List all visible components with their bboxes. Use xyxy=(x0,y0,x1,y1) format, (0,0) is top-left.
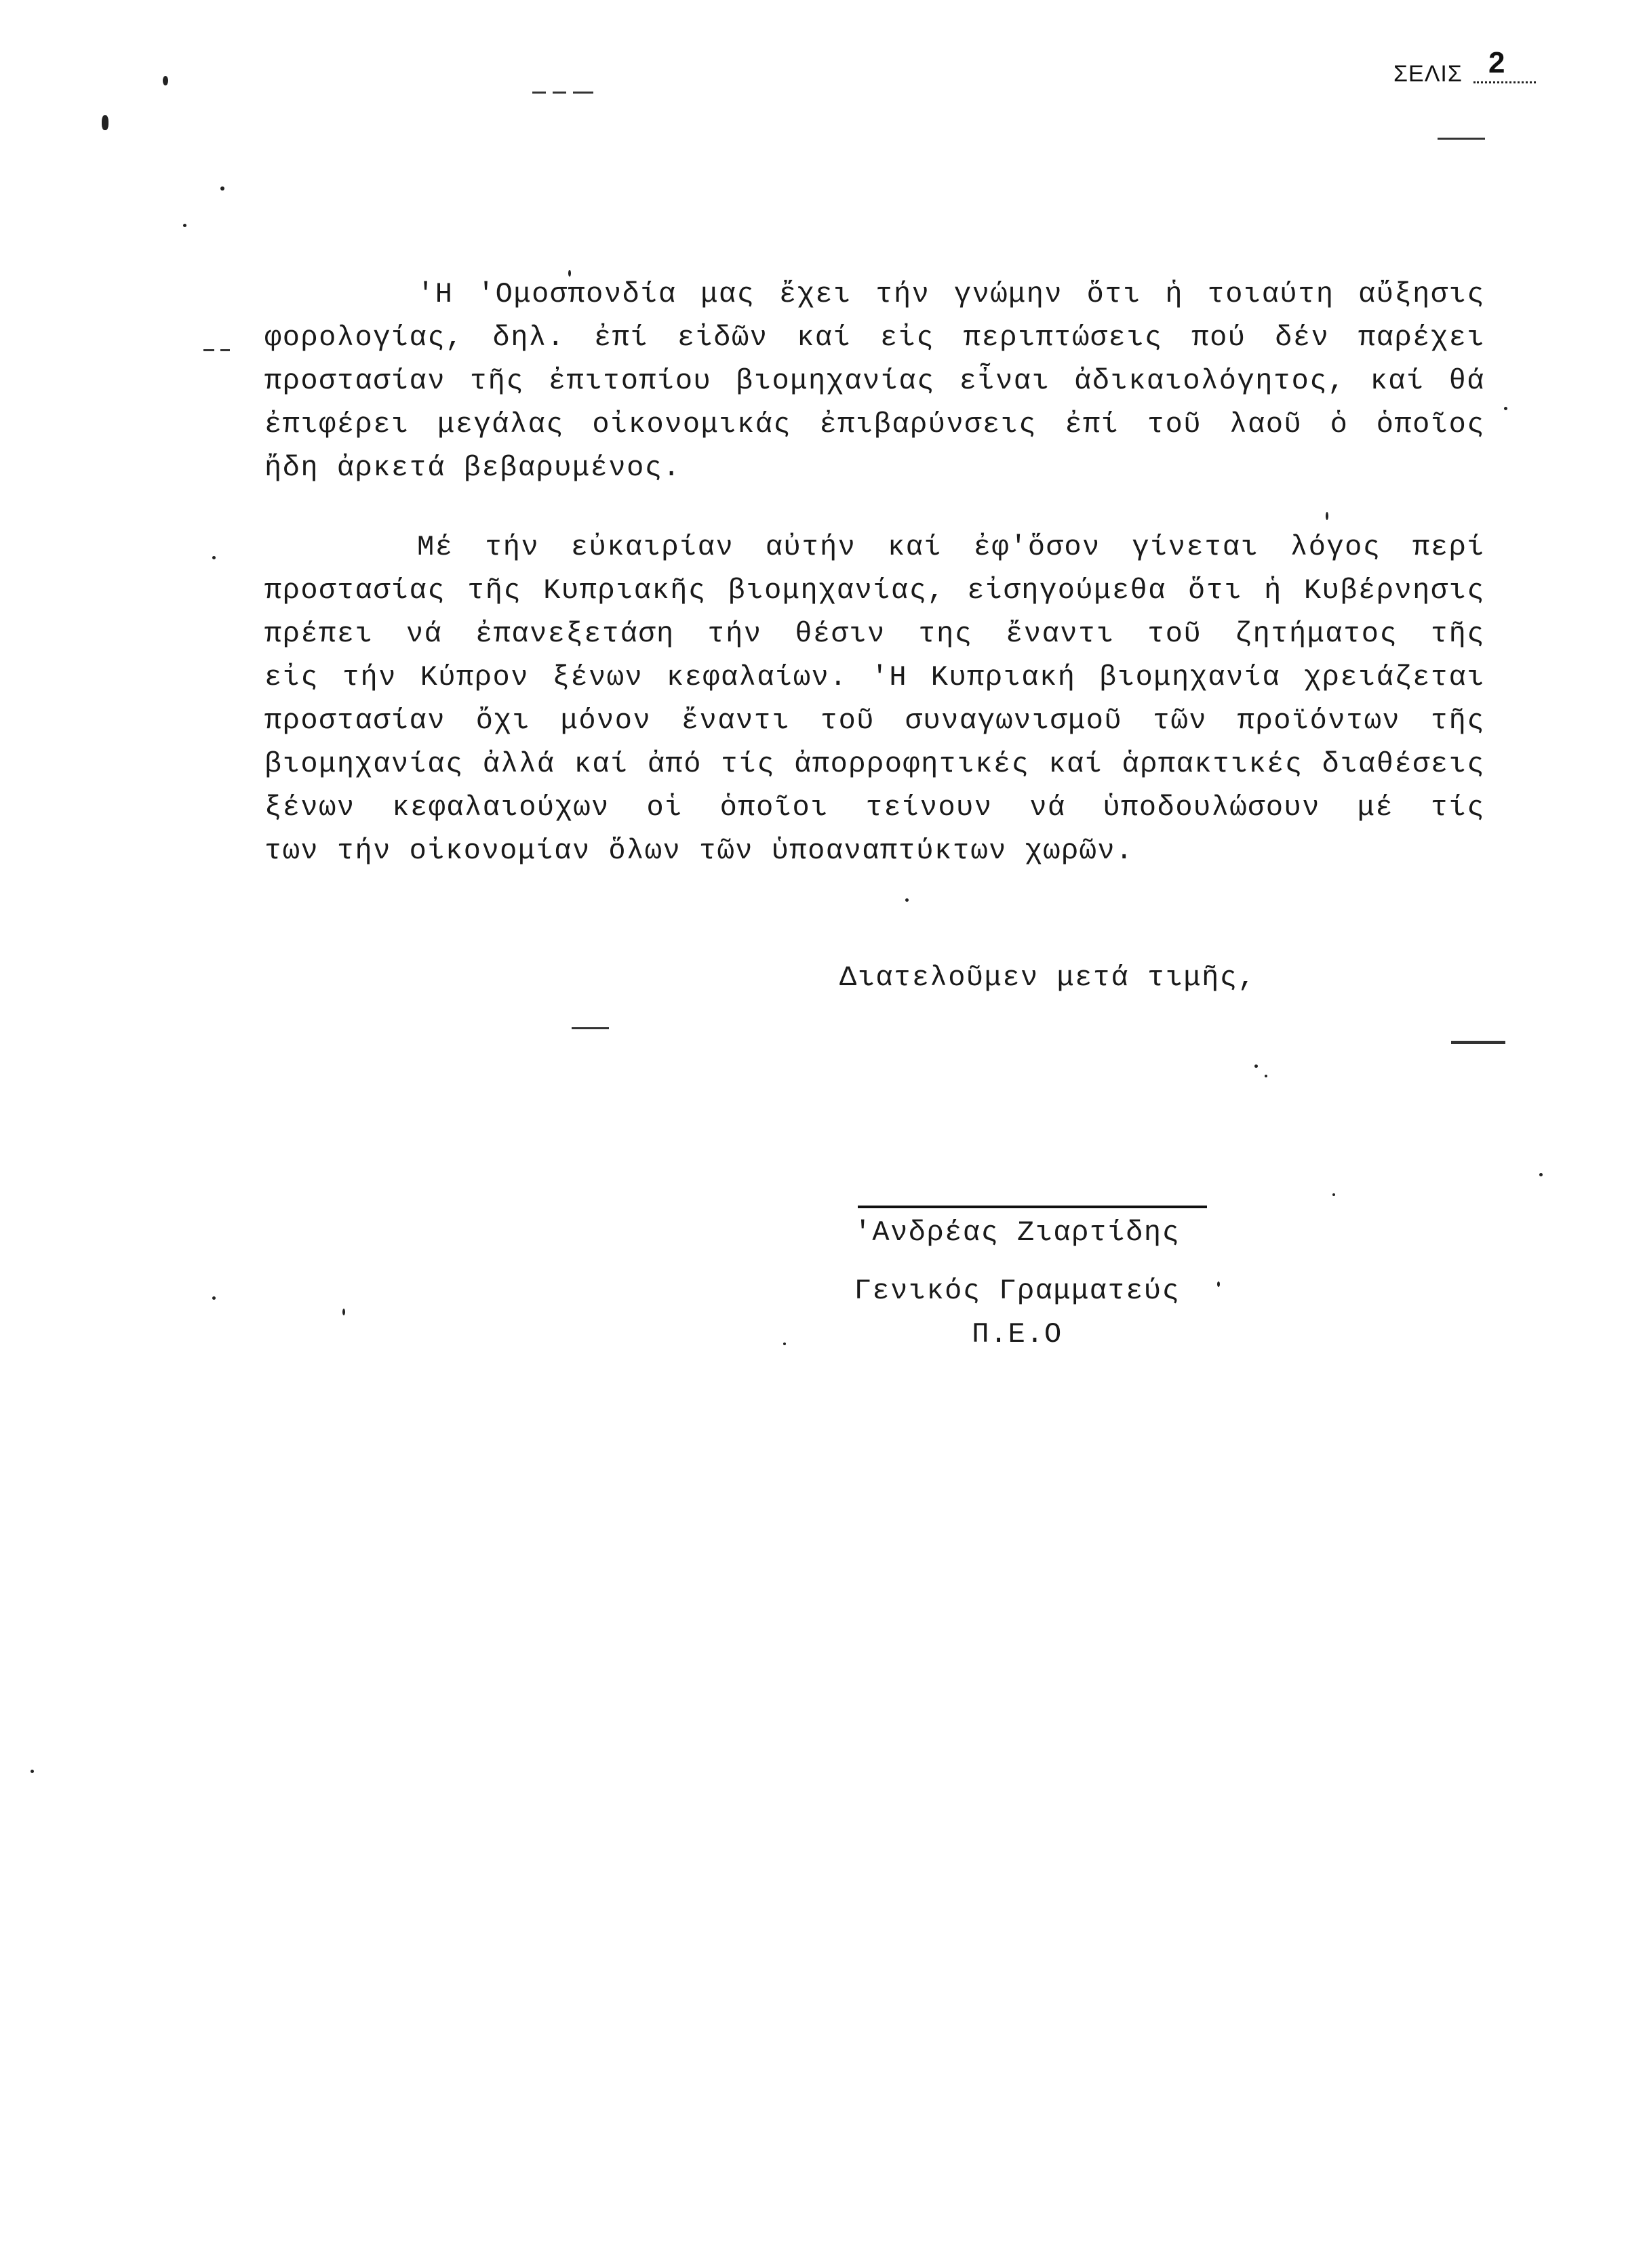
scan-speck xyxy=(1504,407,1507,410)
scan-speck xyxy=(1332,1193,1335,1196)
paragraph-1 xyxy=(264,273,1485,490)
scan-mark xyxy=(532,92,546,94)
page-number: 2 xyxy=(1488,46,1505,79)
paragraph-1-line: ἐπιφέρει μεγάλας οἰκονομικάς ἐπιβαρύνσεις ἐπί τοῦ λαοῦ ὁ ὁποῖος xyxy=(264,408,1485,441)
paragraph-1-line: φορολογίας, δηλ. ἐπί εἰδῶν καί εἰς περιπτώσεις πού δέν παρέχει xyxy=(264,321,1485,354)
paragraph-2-line: προστασίας τῆς Κυπριακῆς βιομηχανίας, εἰσηγούμεθα ὅτι ἡ Κυβέρνησις xyxy=(264,574,1485,607)
paragraph-1-line: ἤδη ἀρκετά βεβαρυμένος. xyxy=(264,452,681,484)
paragraph-2-line: Μέ τήν εὐκαιρίαν αὐτήν καί ἐφ'ὅσον γίνεται λόγος περί xyxy=(417,531,1485,563)
signatory-organization: Π.Ε.Ο xyxy=(972,1318,1063,1351)
scan-speck xyxy=(783,1342,786,1345)
scan-mark xyxy=(572,1027,609,1029)
signatory-name: 'Ανδρέας Ζιαρτίδης xyxy=(854,1216,1181,1249)
paragraph-2-line: εἰς τήν Κύπρον ξένων κεφαλαίων. 'Η Κυπριακή βιομηχανία χρειάζεται xyxy=(264,661,1485,694)
scan-speck xyxy=(183,224,186,227)
scan-speck xyxy=(1254,1065,1258,1068)
paragraph-2-line: προστασίαν ὄχι μόνον ἔναντι τοῦ συναγωνισμοῦ τῶν προϊόντων τῆς xyxy=(264,704,1485,737)
closing-salutation: Διατελοῦμεν μετά τιμῆς, xyxy=(839,961,1256,994)
page-label: ΣΕΛΙΣ xyxy=(1393,61,1463,87)
paragraph-1-line: προστασίαν τῆς ἐπιτοπίου βιομηχανίας εἶναι ἀδικαιολόγητος, καί θά xyxy=(264,365,1485,397)
scan-mark xyxy=(553,92,566,94)
paragraph-2-line: των τήν οἰκονομίαν ὅλων τῶν ὑποαναπτύκτων χωρῶν. xyxy=(264,835,1134,867)
scan-speck xyxy=(212,1296,216,1300)
scan-speck xyxy=(1326,512,1328,520)
signature-line xyxy=(858,1206,1207,1208)
scan-mark xyxy=(220,349,230,351)
scan-mark xyxy=(1451,1041,1505,1044)
signatory-title: Γενικός Γραμματεύς xyxy=(854,1275,1181,1307)
paragraph-2-line: βιομηχανίας ἀλλά καί ἀπό τίς ἀπορροφητικές καί ἁρπακτικές διαθέσεις xyxy=(264,748,1485,780)
page-number-header xyxy=(1393,46,1549,94)
scan-speck xyxy=(1265,1075,1267,1077)
paragraph-2 xyxy=(264,525,1485,873)
paragraph-2-line: πρέπει νά ἐπανεξετάση τήν θέσιν της ἔναντι τοῦ ζητήματος τῆς xyxy=(264,618,1485,650)
scan-mark xyxy=(573,92,593,94)
scan-speck xyxy=(102,115,108,130)
paragraph-1-line: 'Η 'Ομοσπονδία μας ἔχει τήν γνώμην ὅτι ἡ τοιαύτη αὔξησις xyxy=(417,278,1485,311)
scan-speck xyxy=(1217,1281,1220,1287)
scan-speck xyxy=(905,898,909,902)
scan-speck xyxy=(163,76,168,85)
paragraph-2-line: ξένων κεφαλαιούχων οἱ ὁποῖοι τείνουν νά ὑποδουλώσουν μέ τίς xyxy=(264,791,1485,824)
page-number-leader xyxy=(1473,81,1536,83)
signature-block xyxy=(800,1211,1234,1356)
scan-speck xyxy=(1539,1173,1543,1176)
scan-mark xyxy=(203,349,214,351)
scan-speck xyxy=(31,1770,34,1773)
scan-speck xyxy=(568,270,571,277)
scan-speck xyxy=(220,186,224,191)
scan-speck xyxy=(212,556,216,559)
scan-speck xyxy=(342,1309,345,1315)
header-dash-mark xyxy=(1438,138,1485,140)
